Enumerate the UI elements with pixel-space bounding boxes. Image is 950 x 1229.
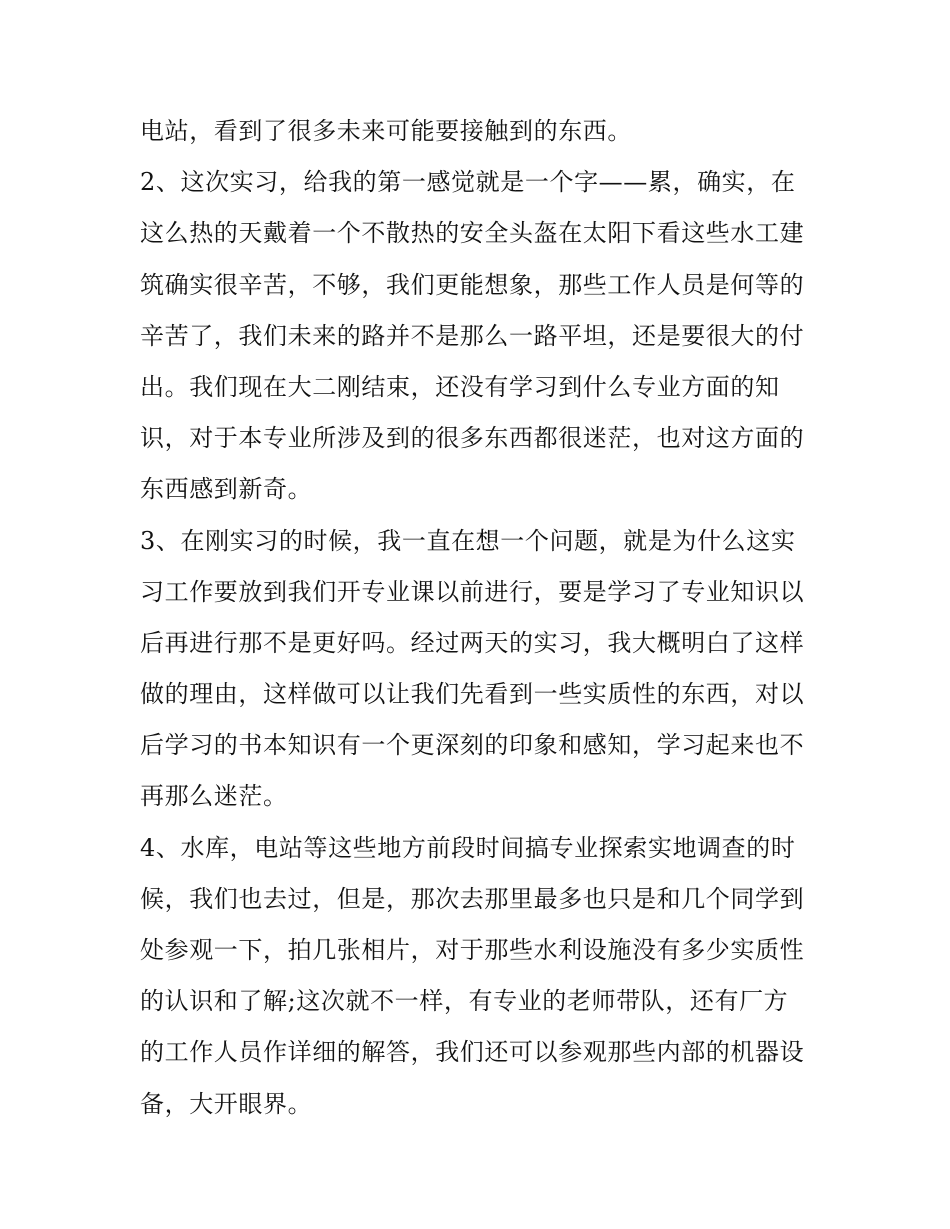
text-line: 做的理由，这样做可以让我们先看到一些实质性的东西，对以 [140, 680, 805, 709]
text-line: 的工作人员作详细的解答，我们还可以参观那些内部的机器设 [140, 1038, 805, 1067]
document-body [140, 106, 820, 1130]
text-line: 这么热的天戴着一个不散热的安全头盔在太阳下看这些水工建 [140, 219, 805, 248]
text-line: 处参观一下，拍几张相片，对于那些水利设施没有多少实质性 [140, 936, 805, 964]
text-line: 后学习的书本知识有一个更深刻的印象和感知，学习起来也不 [140, 731, 805, 760]
text-line: 备，大开眼界。 [140, 1089, 313, 1118]
text-line: 4、水库，电站等这些地方前段时间搞专业探索实地调查的时 [140, 833, 796, 862]
text-line: 电站，看到了很多未来可能要接触到的东西。 [140, 117, 632, 145]
text-line: 候，我们也去过，但是，那次去那里最多也只是和几个同学到 [140, 884, 805, 913]
text-line: 再那么迷茫。 [140, 782, 288, 811]
text-line: 辛苦了，我们未来的路并不是那么一路平坦，还是要很大的付 [140, 321, 805, 350]
text-line: 3、在刚实习的时候，我一直在想一个问题，就是为什么这实 [140, 526, 796, 555]
text-line: 2、这次实习，给我的第一感觉就是一个字——累，确实，在 [140, 168, 796, 197]
text-line: 习工作要放到我们开专业课以前进行，要是学习了专业知识以 [140, 577, 805, 606]
text-line: 出。我们现在大二刚结束，还没有学习到什么专业方面的知 [140, 372, 780, 401]
text-line: 东西感到新奇。 [140, 475, 313, 504]
text-line: 后再进行那不是更好吗。经过两天的实习，我大概明白了这样 [140, 628, 805, 657]
text-line: 筑确实很辛苦，不够，我们更能想象，那些工作人员是何等的 [140, 270, 805, 299]
text-line: 的认识和了解;这次就不一样，有专业的老师带队，还有厂方 [140, 987, 789, 1016]
text-line: 识，对于本专业所涉及到的很多东西都很迷茫，也对这方面的 [140, 424, 805, 453]
